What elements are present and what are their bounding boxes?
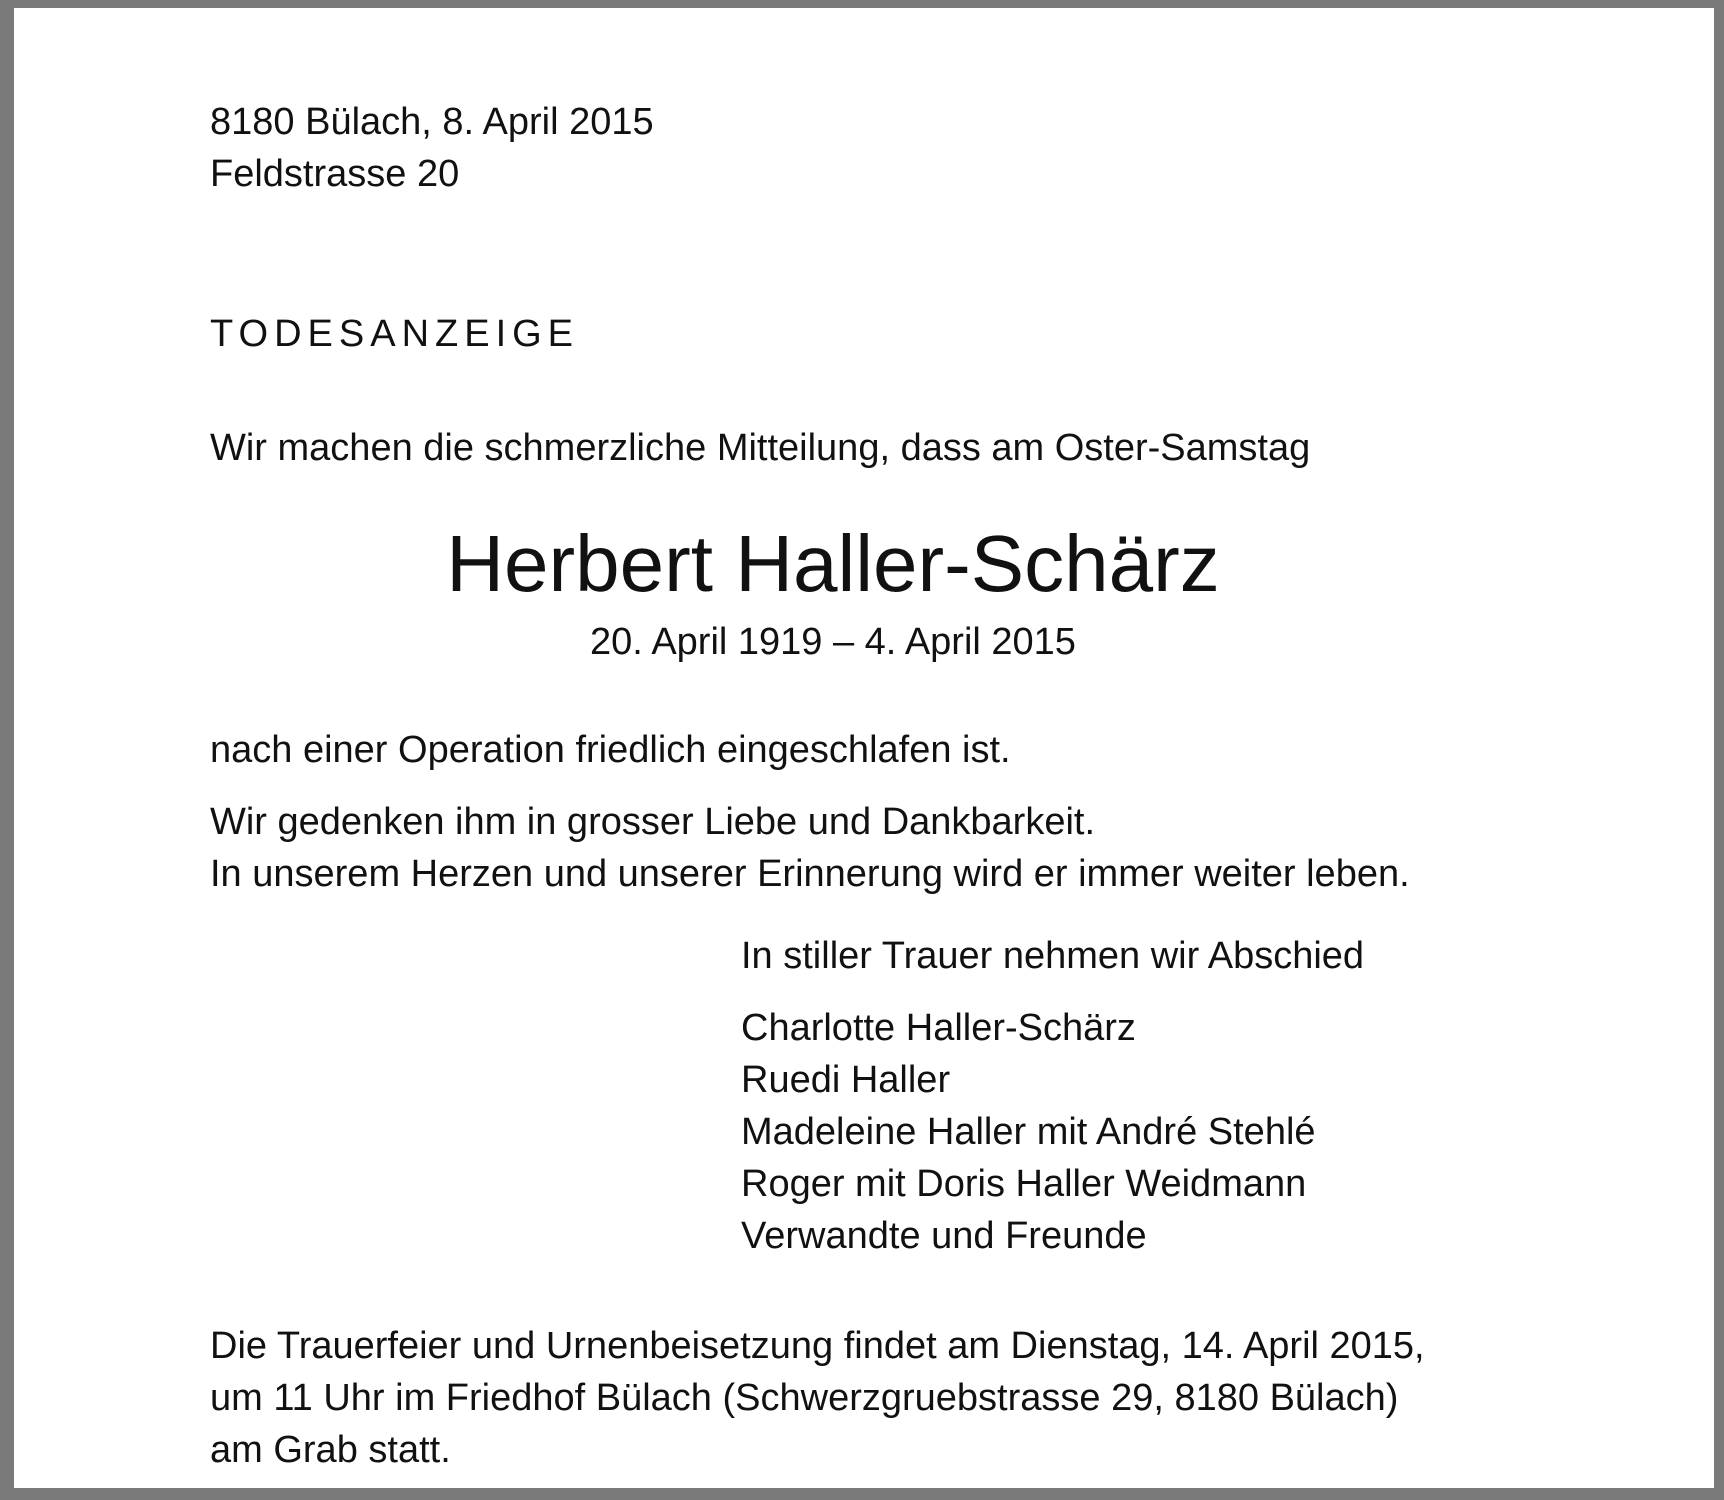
mourner-name: Verwandte und Freunde	[741, 1215, 1147, 1257]
place-date: 8180 Bülach, 8. April 2015	[210, 101, 654, 143]
funeral-details	[210, 1320, 1610, 1476]
life-dates: 20. April 1919 – 4. April 2015	[590, 621, 1076, 663]
remembrance-block	[210, 796, 1610, 900]
mourners-list	[741, 1002, 1610, 1262]
after-death-text: nach einer Operation friedlich eingeschlafen ist.	[210, 729, 1011, 771]
intro-text: Wir machen die schmerzliche Mitteilung, dass am Oster-Samstag	[210, 427, 1311, 469]
funeral-line: um 11 Uhr im Friedhof Bülach (Schwerzgruebstrasse 29, 8180 Bülach)	[210, 1377, 1399, 1419]
notice-heading: TODESANZEIGE	[210, 313, 580, 355]
mourner-name: Ruedi Haller	[741, 1059, 951, 1101]
funeral-line: am Grab statt.	[210, 1429, 451, 1471]
funeral-line: Die Trauerfeier und Urnenbeisetzung findet am Dienstag, 14. April 2015,	[210, 1325, 1425, 1367]
mourner-name: Charlotte Haller-Schärz	[741, 1007, 1136, 1049]
mourner-name: Roger mit Doris Haller Weidmann	[741, 1163, 1307, 1205]
deceased-name: Herbert Haller-Schärz	[446, 519, 1220, 608]
signoff-text: In stiller Trauer nehmen wir Abschied	[741, 935, 1365, 977]
death-notice	[210, 96, 1610, 1476]
mourner-name: Madeleine Haller mit André Stehlé	[741, 1111, 1316, 1153]
remembrance-line: In unserem Herzen und unserer Erinnerung wird er immer weiter leben.	[210, 853, 1410, 895]
address-block	[210, 96, 1610, 200]
remembrance-line: Wir gedenken ihm in grosser Liebe und Dankbarkeit.	[210, 801, 1096, 843]
street-address: Feldstrasse 20	[210, 153, 460, 195]
